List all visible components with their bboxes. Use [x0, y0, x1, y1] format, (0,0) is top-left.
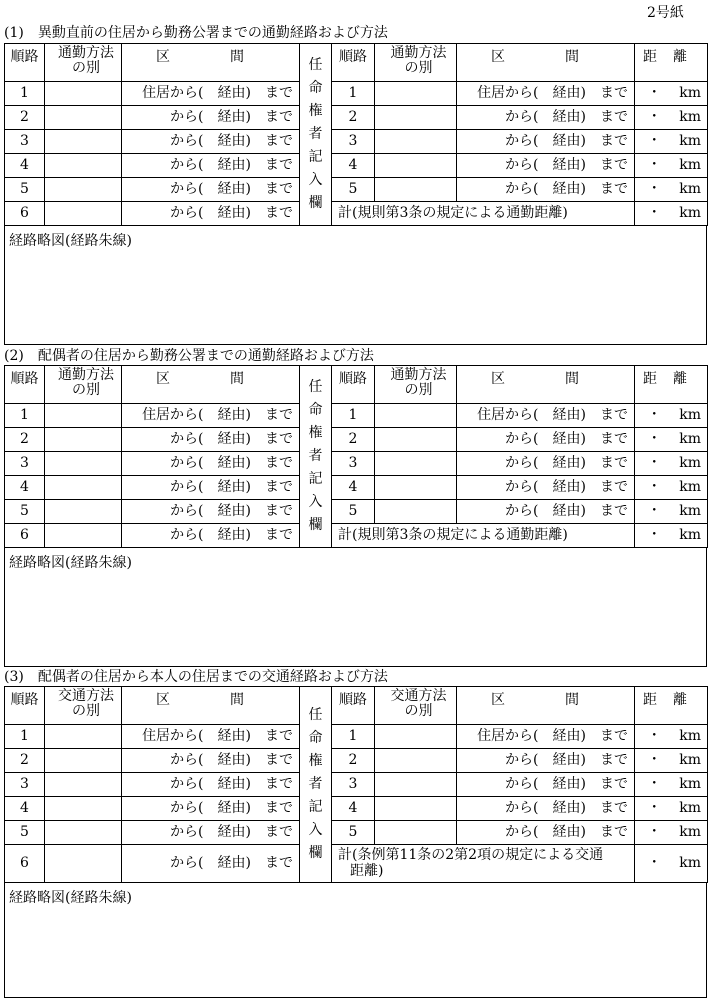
route-number-right: 5	[332, 178, 375, 202]
method-cell-right[interactable]	[375, 476, 457, 500]
method-header: 通勤方法 の別	[45, 44, 122, 82]
section-header: 区 間	[122, 44, 300, 82]
method-cell[interactable]	[45, 524, 122, 548]
route-row	[5, 725, 708, 749]
method-cell[interactable]	[45, 154, 122, 178]
route-number: 1	[5, 404, 45, 428]
section-cell[interactable]: から( 経由) まで	[122, 749, 300, 773]
route-number: 6	[5, 524, 45, 548]
section-header-right: 区 間	[457, 44, 635, 82]
route-header: 順路	[5, 44, 45, 82]
method-cell-right[interactable]	[375, 154, 457, 178]
section2-title: (2) 配偶者の住居から勤務公署までの通勤経路および方法	[4, 348, 374, 364]
method-cell[interactable]	[45, 106, 122, 130]
section2-route-sketch[interactable]	[4, 548, 707, 667]
section-header: 区 間	[122, 687, 300, 725]
section3-route-table	[4, 686, 708, 883]
appointer-label-char: 欄	[308, 845, 323, 861]
route-row	[5, 428, 708, 452]
distance-cell[interactable]: ・ km	[635, 773, 708, 797]
distance-cell[interactable]: ・ km	[635, 476, 708, 500]
appointer-entry-column	[300, 44, 332, 226]
section-cell-right[interactable]: から( 経由) まで	[457, 428, 635, 452]
appointer-label-char: 入	[308, 822, 323, 838]
route-row	[5, 130, 708, 154]
route-number: 1	[5, 725, 45, 749]
section-cell-right[interactable]: から( 経由) まで	[457, 178, 635, 202]
method-cell[interactable]	[45, 178, 122, 202]
distance-cell[interactable]: ・ km	[635, 797, 708, 821]
distance-cell[interactable]: ・ km	[635, 500, 708, 524]
section-header: 区 間	[122, 366, 300, 404]
appointer-label-char: 任	[308, 379, 323, 395]
method-cell-right[interactable]	[375, 428, 457, 452]
section-cell[interactable]: 住居から( 経由) まで	[122, 82, 300, 106]
method-cell[interactable]	[45, 476, 122, 500]
distance-cell[interactable]: ・ km	[635, 404, 708, 428]
appointer-label-char: 欄	[308, 517, 323, 533]
route-number-right: 3	[332, 130, 375, 154]
route-number: 5	[5, 821, 45, 845]
route-number-right: 2	[332, 428, 375, 452]
route-number-right: 4	[332, 476, 375, 500]
method-cell-right[interactable]	[375, 797, 457, 821]
section-cell-right[interactable]: から( 経由) まで	[457, 821, 635, 845]
method-cell[interactable]	[45, 821, 122, 845]
route-number-right: 5	[332, 821, 375, 845]
route-row	[5, 404, 708, 428]
route-number-right: 2	[332, 749, 375, 773]
method-cell[interactable]	[45, 845, 122, 883]
section2-route-table	[4, 365, 708, 548]
appointer-label-char: 者	[308, 448, 323, 464]
route-row	[5, 154, 708, 178]
section1-title: (1) 異動直前の住居から勤務公署までの通勤経路および方法	[4, 25, 388, 41]
route-number: 4	[5, 154, 45, 178]
route-number: 5	[5, 178, 45, 202]
distance-cell[interactable]: ・ km	[635, 202, 708, 226]
method-cell[interactable]	[45, 202, 122, 226]
method-header: 交通方法 の別	[45, 687, 122, 725]
distance-cell[interactable]: ・ km	[635, 821, 708, 845]
section-cell[interactable]: 住居から( 経由) まで	[122, 404, 300, 428]
section-cell-right[interactable]: から( 経由) まで	[457, 500, 635, 524]
section-cell-right[interactable]: から( 経由) まで	[457, 797, 635, 821]
route-row	[5, 500, 708, 524]
section3-title: (3) 配偶者の住居から本人の住居までの交通経路および方法	[4, 669, 388, 685]
appointer-label-char: 欄	[308, 195, 323, 211]
section3-route-sketch[interactable]	[4, 883, 707, 998]
section-cell[interactable]: から( 経由) まで	[122, 154, 300, 178]
sketch-label: 経路略図(経路朱線)	[9, 555, 132, 571]
route-number-right: 1	[332, 404, 375, 428]
section-cell[interactable]: から( 経由) まで	[122, 773, 300, 797]
distance-cell[interactable]: ・ km	[635, 845, 708, 883]
distance-cell[interactable]: ・ km	[635, 725, 708, 749]
method-cell-right[interactable]	[375, 178, 457, 202]
section-cell-right[interactable]: 住居から( 経由) まで	[457, 82, 635, 106]
route-number: 4	[5, 476, 45, 500]
distance-header: 距 離	[635, 366, 708, 404]
route-number: 4	[5, 797, 45, 821]
method-header-right: 交通方法 の別	[375, 687, 457, 725]
sketch-label: 経路略図(経路朱線)	[9, 890, 132, 906]
appointer-entry-column	[300, 366, 332, 548]
route-row	[5, 524, 708, 548]
method-header: 通勤方法 の別	[45, 366, 122, 404]
method-header-right: 通勤方法 の別	[375, 44, 457, 82]
route-number: 2	[5, 428, 45, 452]
section-cell-right[interactable]: 住居から( 経由) まで	[457, 404, 635, 428]
method-cell-right[interactable]	[375, 82, 457, 106]
section-cell-right[interactable]: 住居から( 経由) まで	[457, 725, 635, 749]
total-distance-label: 計(規則第3条の規定による通勤距離)	[332, 202, 635, 226]
appointer-label-char: 記	[308, 149, 323, 165]
route-row	[5, 82, 708, 106]
appointer-label-char: 権	[308, 425, 323, 441]
method-cell-right[interactable]	[375, 130, 457, 154]
section-cell-right[interactable]: から( 経由) まで	[457, 154, 635, 178]
total-distance-label: 計(条例第11条の2第2項の規定による交通 距離)	[332, 845, 635, 883]
method-cell-right[interactable]	[375, 500, 457, 524]
section1-route-sketch[interactable]	[4, 226, 707, 345]
route-row	[5, 106, 708, 130]
appointer-label-char: 命	[308, 402, 323, 418]
method-cell-right[interactable]	[375, 452, 457, 476]
section-header-right: 区 間	[457, 687, 635, 725]
appointer-label-char: 記	[308, 799, 323, 815]
section-cell[interactable]: から( 経由) まで	[122, 452, 300, 476]
appointer-label-char: 任	[308, 707, 323, 723]
section-cell-right[interactable]: から( 経由) まで	[457, 476, 635, 500]
distance-header: 距 離	[635, 687, 708, 725]
method-cell[interactable]	[45, 452, 122, 476]
section-cell[interactable]: から( 経由) まで	[122, 845, 300, 883]
section-cell-right[interactable]: から( 経由) まで	[457, 106, 635, 130]
method-cell-right[interactable]	[375, 749, 457, 773]
method-cell-right[interactable]	[375, 404, 457, 428]
distance-cell[interactable]: ・ km	[635, 452, 708, 476]
section-cell-right[interactable]: から( 経由) まで	[457, 130, 635, 154]
route-row	[5, 749, 708, 773]
route-number: 6	[5, 202, 45, 226]
route-number: 3	[5, 773, 45, 797]
method-cell[interactable]	[45, 428, 122, 452]
section-header-right: 区 間	[457, 366, 635, 404]
route-number-right: 4	[332, 154, 375, 178]
total-distance-label: 計(規則第3条の規定による通勤距離)	[332, 524, 635, 548]
section-cell[interactable]: から( 経由) まで	[122, 476, 300, 500]
appointer-label-char: 権	[308, 103, 323, 119]
route-row	[5, 202, 708, 226]
section-cell[interactable]: から( 経由) まで	[122, 797, 300, 821]
method-cell[interactable]	[45, 725, 122, 749]
section-cell[interactable]: から( 経由) まで	[122, 130, 300, 154]
section-cell[interactable]: から( 経由) まで	[122, 428, 300, 452]
method-cell[interactable]	[45, 130, 122, 154]
section-cell-right[interactable]: から( 経由) まで	[457, 773, 635, 797]
appointer-entry-column	[300, 687, 332, 883]
route-row	[5, 797, 708, 821]
appointer-label-char: 入	[308, 172, 323, 188]
method-cell[interactable]	[45, 404, 122, 428]
section-cell[interactable]: から( 経由) まで	[122, 202, 300, 226]
distance-cell[interactable]: ・ km	[635, 428, 708, 452]
route-number-right: 1	[332, 725, 375, 749]
route-number: 2	[5, 106, 45, 130]
appointer-label-char: 権	[308, 753, 323, 769]
section-cell-right[interactable]: から( 経由) まで	[457, 749, 635, 773]
appointer-label-char: 記	[308, 471, 323, 487]
route-header: 順路	[5, 366, 45, 404]
route-number-right: 4	[332, 797, 375, 821]
method-cell[interactable]	[45, 82, 122, 106]
route-row	[5, 773, 708, 797]
section-cell[interactable]: から( 経由) まで	[122, 821, 300, 845]
appointer-label-char: 命	[308, 80, 323, 96]
method-cell[interactable]	[45, 500, 122, 524]
method-cell-right[interactable]	[375, 106, 457, 130]
distance-cell[interactable]: ・ km	[635, 524, 708, 548]
distance-cell[interactable]: ・ km	[635, 106, 708, 130]
method-header-right: 通勤方法 の別	[375, 366, 457, 404]
section-cell[interactable]: から( 経由) まで	[122, 524, 300, 548]
route-row	[5, 178, 708, 202]
appointer-label-char: 命	[308, 730, 323, 746]
distance-cell[interactable]: ・ km	[635, 749, 708, 773]
appointer-label-char: 者	[308, 776, 323, 792]
distance-cell[interactable]: ・ km	[635, 82, 708, 106]
route-number-right: 3	[332, 773, 375, 797]
section1-route-table	[4, 43, 708, 226]
method-cell[interactable]	[45, 773, 122, 797]
route-number: 5	[5, 500, 45, 524]
method-cell-right[interactable]	[375, 725, 457, 749]
distance-cell[interactable]: ・ km	[635, 154, 708, 178]
route-row	[5, 845, 708, 883]
distance-cell[interactable]: ・ km	[635, 130, 708, 154]
route-header-right: 順路	[332, 366, 375, 404]
section-cell[interactable]: 住居から( 経由) まで	[122, 725, 300, 749]
route-number-right: 2	[332, 106, 375, 130]
appointer-label-char: 任	[308, 57, 323, 73]
method-cell[interactable]	[45, 749, 122, 773]
route-number: 3	[5, 452, 45, 476]
route-header: 順路	[5, 687, 45, 725]
section-cell[interactable]: から( 経由) まで	[122, 106, 300, 130]
appointer-label-char: 者	[308, 126, 323, 142]
distance-header: 距 離	[635, 44, 708, 82]
route-header-right: 順路	[332, 687, 375, 725]
section-cell[interactable]: から( 経由) まで	[122, 178, 300, 202]
method-cell[interactable]	[45, 797, 122, 821]
route-number-right: 3	[332, 452, 375, 476]
sketch-label: 経路略図(経路朱線)	[9, 233, 132, 249]
section-cell[interactable]: から( 経由) まで	[122, 500, 300, 524]
route-number-right: 5	[332, 500, 375, 524]
appointer-label-char: 入	[308, 494, 323, 510]
route-number: 6	[5, 845, 45, 883]
route-row	[5, 452, 708, 476]
form-number: 2号紙	[647, 5, 684, 21]
route-number: 2	[5, 749, 45, 773]
distance-cell[interactable]: ・ km	[635, 178, 708, 202]
route-number-right: 1	[332, 82, 375, 106]
method-cell-right[interactable]	[375, 821, 457, 845]
route-row	[5, 476, 708, 500]
route-number: 1	[5, 82, 45, 106]
route-number: 3	[5, 130, 45, 154]
method-cell-right[interactable]	[375, 773, 457, 797]
section-cell-right[interactable]: から( 経由) まで	[457, 452, 635, 476]
route-row	[5, 821, 708, 845]
route-header-right: 順路	[332, 44, 375, 82]
